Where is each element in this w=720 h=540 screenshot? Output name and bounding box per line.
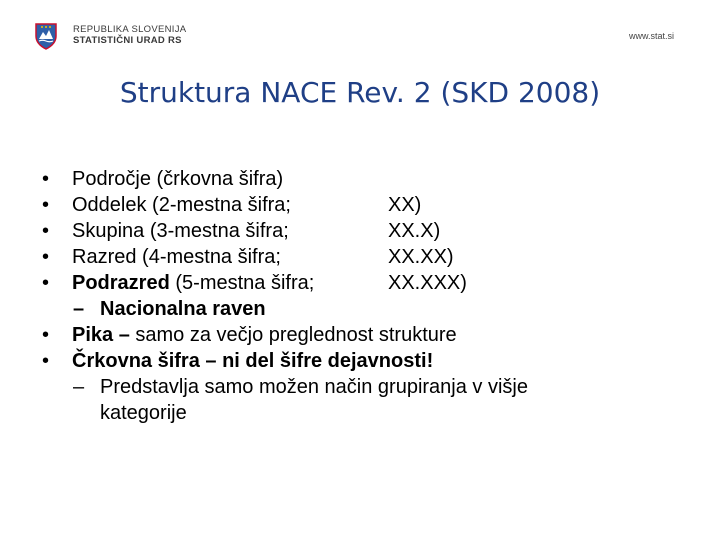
item-code: XX.XXX) [388, 272, 467, 294]
bullet: • [42, 194, 50, 216]
item-code: XX.XX) [388, 246, 454, 268]
bullet: • [42, 350, 50, 372]
item-code: XX.X) [388, 220, 441, 242]
item-text: Skupina (3-mestna šifra; [72, 220, 289, 242]
sub-item [42, 374, 702, 400]
list-item [42, 348, 702, 374]
list-item [42, 192, 702, 218]
sub-item-text: kategorije [100, 402, 187, 424]
coat-of-arms-icon [34, 22, 58, 50]
item-text: Črkovna šifra – ni del šifre dejavnosti! [72, 350, 434, 372]
website-url: www.stat.si [628, 31, 674, 41]
bullet: • [42, 272, 50, 294]
header [0, 0, 720, 60]
organization-name [73, 24, 186, 46]
sub-item-text: Predstavlja samo možen način grupiranja v višje [100, 376, 528, 398]
item-bold-text: Pika – [72, 324, 130, 346]
list-item [42, 322, 702, 348]
slide-content [42, 166, 702, 426]
org-line-1: REPUBLIKA SLOVENIJA [73, 24, 187, 35]
list-item [42, 244, 702, 270]
item-text: Področje (črkovna šifra) [72, 168, 284, 190]
dash: – [73, 298, 85, 320]
bullet: • [42, 220, 50, 242]
sub-item-text: Nacionalna raven [100, 298, 266, 320]
list-item [42, 166, 702, 192]
sub-item-continuation [42, 400, 702, 426]
item-text [72, 322, 457, 348]
item-rest-text: samo za večjo preglednost strukture [129, 324, 457, 346]
item-text: Oddelek (2-mestna šifra; [72, 194, 291, 216]
bullet: • [42, 246, 50, 268]
item-text: Razred (4-mestna šifra; [72, 246, 281, 268]
list-item [42, 218, 702, 244]
item-text [72, 270, 314, 296]
dash: – [73, 376, 85, 398]
org-line-2: STATISTIČNI URAD RS [73, 35, 182, 46]
list-item [42, 270, 702, 296]
bullet: • [42, 324, 50, 346]
bullet: • [42, 168, 50, 190]
item-rest-text: (5-mestna šifra; [169, 272, 315, 294]
item-bold-text: Podrazred [72, 272, 170, 294]
slide-title: Struktura NACE Rev. 2 (SKD 2008) [119, 76, 601, 109]
item-code: XX) [388, 194, 422, 216]
sub-item [42, 296, 702, 322]
